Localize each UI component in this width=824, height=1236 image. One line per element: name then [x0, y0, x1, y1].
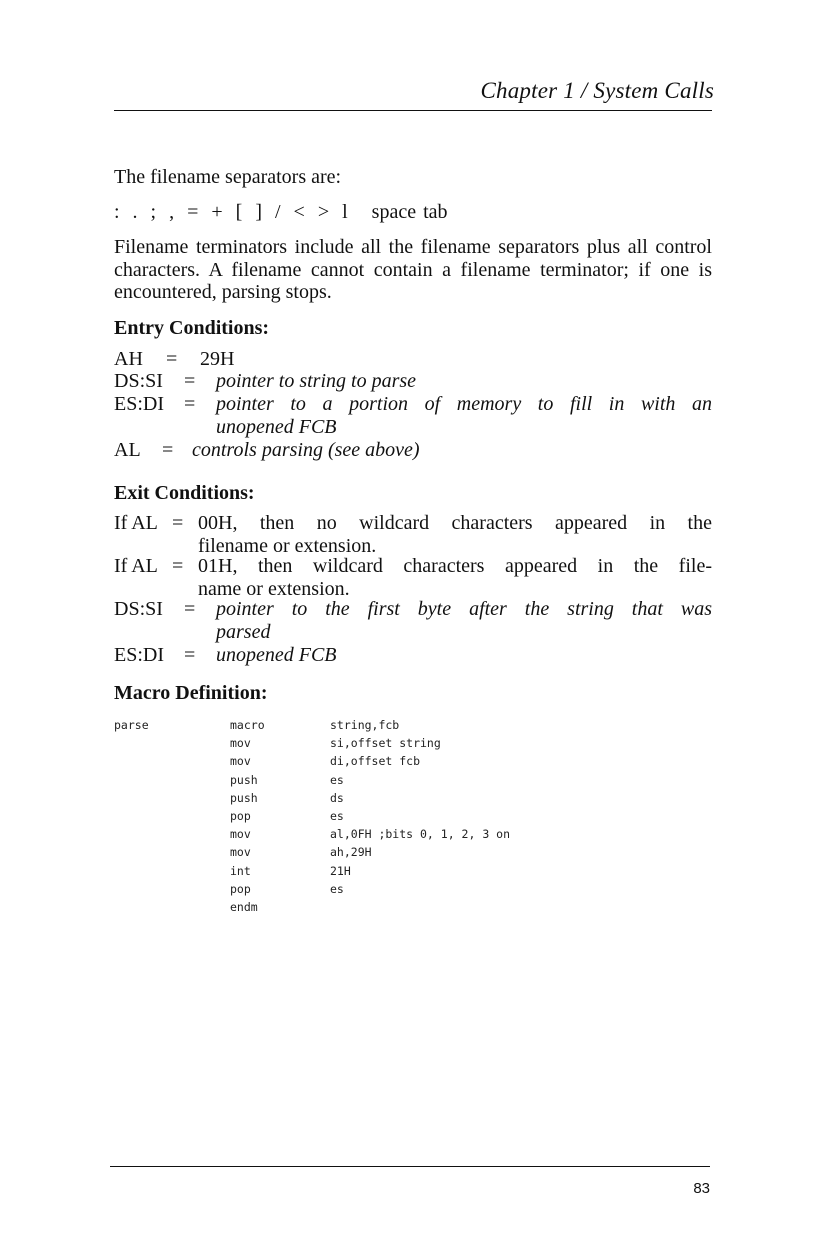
code-opcode: int [230, 863, 251, 878]
code-line [114, 845, 712, 863]
code-line [114, 809, 712, 827]
exit-condition-register: If AL [114, 512, 158, 534]
exit-condition-register: If AL [114, 555, 158, 577]
exit-condition-value: 00H, then no wildcard characters appeared in the [198, 512, 712, 534]
code-line [114, 773, 712, 791]
entry-condition-register: ES:DI [114, 393, 164, 415]
code-operand: es [330, 809, 344, 823]
entry-condition-register: DS:SI [114, 370, 163, 392]
exit-condition-value-continued: filename or extension. [198, 535, 377, 557]
entry-condition-equals: = [184, 370, 196, 392]
terminators-paragraph: Filename terminators include all the filename separators plus all control characters. A filename cannot contain a filename terminator; if one is encountered, parsing stops. [114, 236, 712, 303]
code-line [114, 882, 712, 900]
code-operand: es [330, 881, 344, 896]
separators-list [114, 201, 448, 224]
exit-condition-value-continued: parsed [216, 621, 271, 643]
separator-symbols: : . ; , = + [ ] / < > l [114, 201, 351, 223]
entry-condition-value-continued: unopened FCB [216, 416, 337, 438]
code-operand: 21H [330, 863, 351, 878]
macro-definition-heading: Macro Definition: [114, 682, 268, 704]
entry-condition-value: controls parsing (see above) [192, 439, 420, 461]
entry-condition-value: 29H [200, 348, 235, 370]
code-line [114, 718, 712, 736]
code-operand: si,offset string [330, 736, 441, 751]
exit-condition-value-continued: name or extension. [198, 578, 350, 600]
exit-condition-value: unopened FCB [216, 644, 337, 666]
separator-words: space tab [371, 201, 448, 223]
exit-condition-equals: = [172, 512, 184, 534]
code-line [114, 827, 712, 845]
entry-condition-register: AH [114, 348, 143, 370]
code-opcode: pop [230, 881, 251, 896]
exit-condition-equals: = [172, 555, 184, 577]
code-operand: es [330, 772, 344, 787]
exit-condition-register: DS:SI [114, 598, 163, 620]
code-operand: ah,29H [330, 845, 372, 860]
code-operand: di,offset fcb [330, 754, 421, 769]
code-operand: al,0FH ;bits 0, 1, 2, 3 on [330, 827, 511, 842]
code-line [114, 754, 712, 772]
code-opcode: push [230, 790, 258, 805]
separators-intro: The filename separators are: [114, 166, 342, 188]
exit-condition-equals: = [184, 598, 196, 620]
code-opcode: pop [230, 809, 251, 823]
code-opcode: macro [230, 718, 265, 732]
exit-condition-value: 01H, then wildcard characters appeared in the file- [198, 555, 712, 577]
entry-condition-value: pointer to string to parse [216, 370, 417, 392]
entry-condition-register: AL [114, 439, 141, 461]
code-opcode: endm [230, 900, 258, 914]
entry-conditions-heading: Entry Conditions: [114, 317, 270, 339]
code-operand: string,fcb [330, 718, 400, 732]
code-opcode: mov [230, 845, 251, 860]
page-number: 83 [693, 1180, 710, 1197]
code-line [114, 864, 712, 882]
code-operand: ds [330, 790, 344, 805]
entry-condition-value: pointer to a portion of memory to fill in with an [216, 393, 712, 415]
exit-condition-value: pointer to the first byte after the string that was [216, 598, 712, 620]
header-rule [114, 110, 712, 111]
code-line [114, 791, 712, 809]
code-line [114, 900, 712, 918]
code-opcode: mov [230, 827, 251, 842]
footer-rule [110, 1166, 710, 1167]
code-label: parse [114, 718, 149, 732]
entry-condition-equals: = [166, 348, 178, 370]
code-opcode: mov [230, 754, 251, 769]
code-opcode: mov [230, 736, 251, 751]
code-line [114, 736, 712, 754]
exit-conditions-heading: Exit Conditions: [114, 482, 255, 504]
entry-condition-equals: = [162, 439, 174, 461]
exit-condition-equals: = [184, 644, 196, 666]
entry-condition-equals: = [184, 393, 196, 415]
running-head: Chapter 1 / System Calls [480, 78, 714, 103]
exit-condition-register: ES:DI [114, 644, 164, 666]
code-opcode: push [230, 772, 258, 787]
